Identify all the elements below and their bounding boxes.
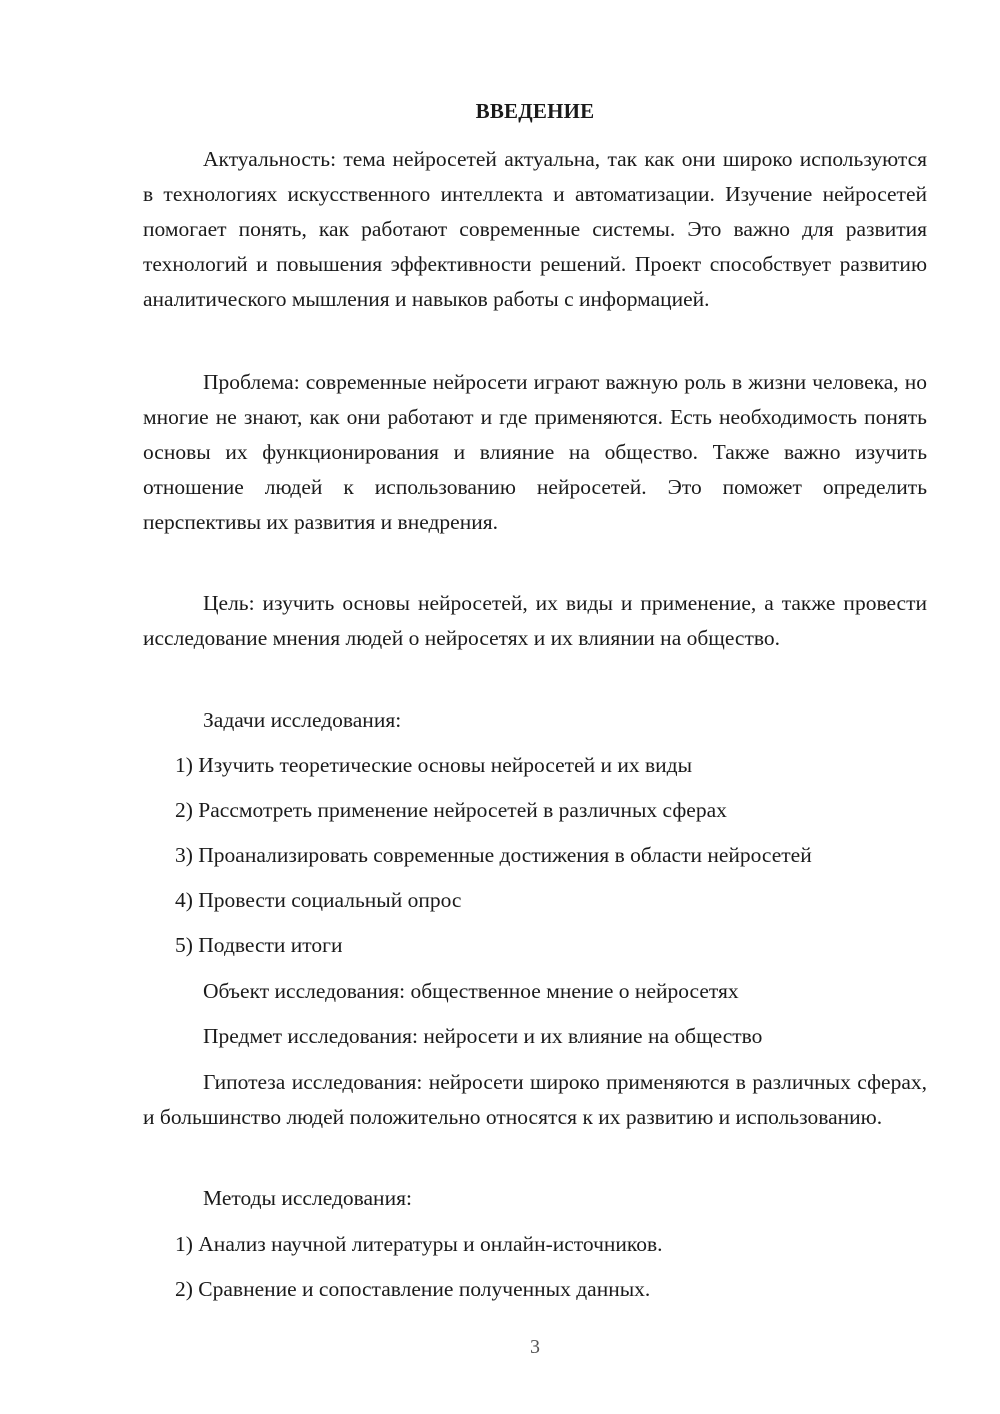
task-item: 5) Подвести итоги	[175, 933, 343, 957]
task-item: 2) Рассмотреть применение нейросетей в различных сферах	[175, 798, 727, 822]
task-item: 4) Провести социальный опрос	[175, 888, 462, 912]
task-item: 3) Проанализировать современные достижения в области нейросетей	[175, 843, 812, 867]
goal-paragraph: Цель: изучить основы нейросетей, их виды и применение, а также провести исследование мнения людей о нейросетях и их влиянии на общество.	[143, 591, 927, 650]
research-object: Объект исследования: общественное мнение о нейросетях	[203, 979, 739, 1003]
research-subject: Предмет исследования: нейросети и их влияние на общество	[203, 1024, 763, 1048]
problem-paragraph: Проблема: современные нейросети играют важную роль в жизни человека, но многие не знают, как они работают и где применяются. Есть необходимость понять основы их функционирования и влияние на общество. Также важно изучить отношение людей к использованию нейросетей. Это поможет определить перспективы их развития и внедрения.	[143, 370, 927, 534]
methods-heading: Методы исследования:	[203, 1186, 412, 1210]
page-title: ВВЕДЕНИЕ	[475, 99, 595, 123]
relevance-paragraph: Актуальность: тема нейросетей актуальна, так как они широко используются в технологиях искусственного интеллекта и автоматизации. Изучение нейросетей помогает понять, как работают современные системы. Это важно для развития технологий и повышения эффективности решений. Проект способствует развитию аналитического мышления и навыков работы с информацией.	[143, 147, 927, 311]
method-item: 2) Сравнение и сопоставление полученных данных.	[175, 1277, 651, 1301]
task-item: 1) Изучить теоретические основы нейросетей и их виды	[175, 753, 693, 777]
page-number: 3	[530, 1336, 540, 1358]
hypothesis-paragraph: Гипотеза исследования: нейросети широко применяются в различных сферах, и большинство людей положительно относятся к их развитию и использованию.	[143, 1070, 927, 1129]
tasks-heading: Задачи исследования:	[203, 708, 402, 732]
method-item: 1) Анализ научной литературы и онлайн-источников.	[175, 1232, 663, 1256]
